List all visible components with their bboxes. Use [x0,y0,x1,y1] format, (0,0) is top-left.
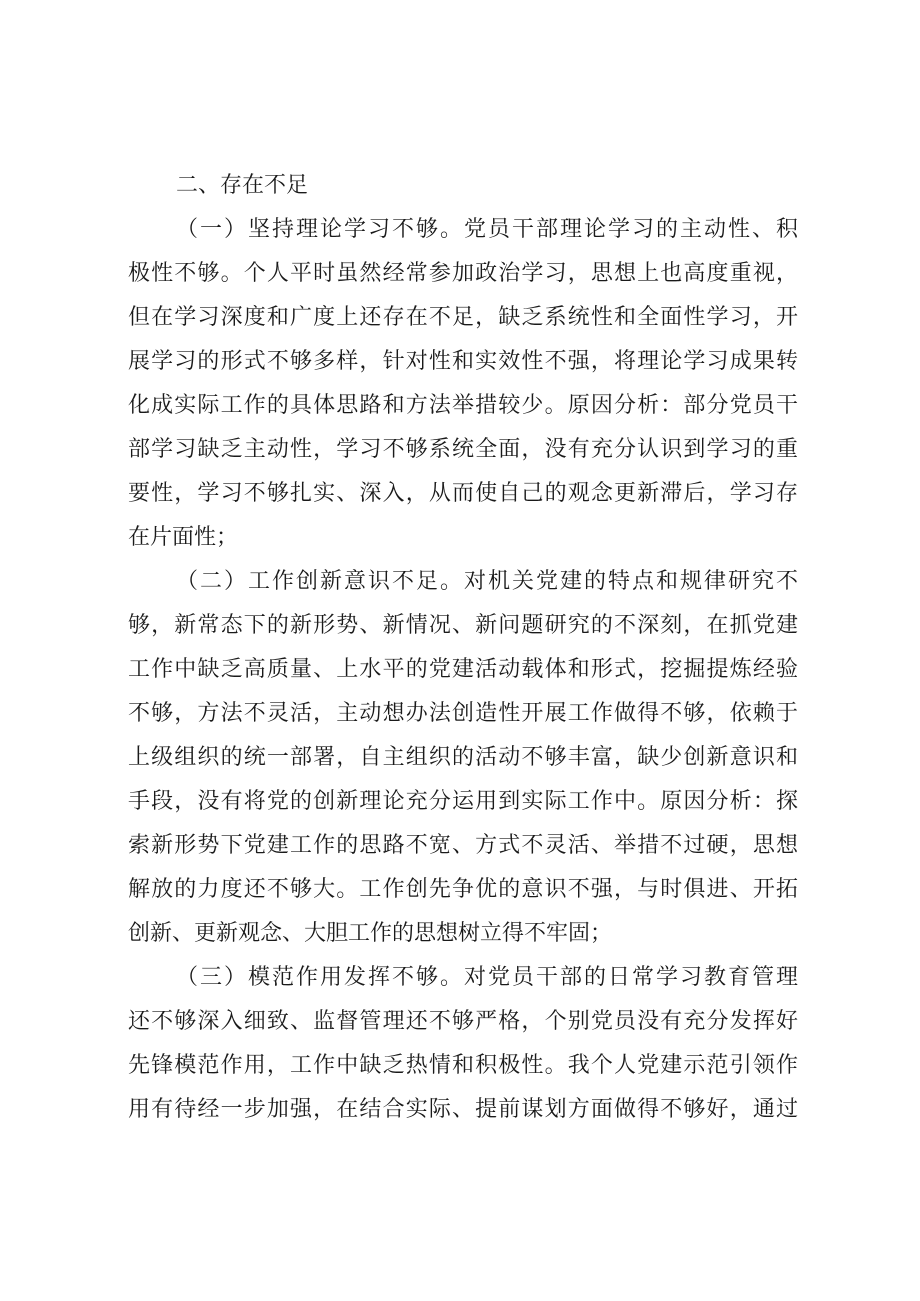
paragraph-2-line: 上级组织的统一部署，自主组织的活动不够丰富，缺少创新意识和 [128,745,798,770]
paragraph-1-line: 化成实际工作的具体思路和方法举措较少。原因分析：部分党员干 [128,393,798,418]
paragraph-2-line: 手段，没有将党的创新理论充分运用到实际工作中。原因分析：探 [128,789,798,814]
paragraph-1-line: （一）坚持理论学习不够。党员干部理论学习的主动性、积 [176,217,798,242]
paragraph-3-line: 先锋模范作用，工作中缺乏热情和积极性。我个人党建示范引领作 [128,1053,798,1078]
paragraph-1-line: 但在学习深度和广度上还存在不足，缺乏系统性和全面性学习，开 [128,305,798,330]
paragraph-1-line: 在片面性； [128,525,239,550]
paragraph-2-line: 不够，方法不灵活，主动想办法创造性开展工作做得不够，依赖于 [128,701,798,726]
paragraph-2-line: 工作中缺乏高质量、上水平的党建活动载体和形式，挖掘提炼经验 [128,657,798,682]
paragraph-2-line: （二）工作创新意识不足。对机关党建的特点和规律研究不 [176,569,798,594]
paragraph-1-line: 极性不够。个人平时虽然经常参加政治学习，思想上也高度重视， [128,261,798,286]
paragraph-2-line: 解放的力度还不够大。工作创先争优的意识不强，与时俱进、开拓 [128,877,798,902]
section-heading: 二、存在不足 [176,173,309,198]
paragraph-1-line: 要性，学习不够扎实、深入，从而使自己的观念更新滞后，学习存 [128,481,798,506]
paragraph-3-line: 用有待经一步加强，在结合实际、提前谋划方面做得不够好，通过 [128,1097,798,1122]
paragraph-2-line: 够，新常态下的新形势、新情况、新问题研究的不深刻，在抓党建 [128,613,798,638]
paragraph-1-line: 部学习缺乏主动性，学习不够系统全面，没有充分认识到学习的重 [128,437,798,462]
paragraph-1-line: 展学习的形式不够多样，针对性和实效性不强，将理论学习成果转 [128,349,798,374]
paragraph-2-line: 索新形势下党建工作的思路不宽、方式不灵活、举措不过硬，思想 [128,833,798,858]
paragraph-3-line: 还不够深入细致、监督管理还不够严格，个别党员没有充分发挥好 [128,1009,798,1034]
paragraph-2-line: 创新、更新观念、大胆工作的思想树立得不牢固； [128,921,613,946]
paragraph-3-line: （三）模范作用发挥不够。对党员干部的日常学习教育管理 [176,965,798,990]
